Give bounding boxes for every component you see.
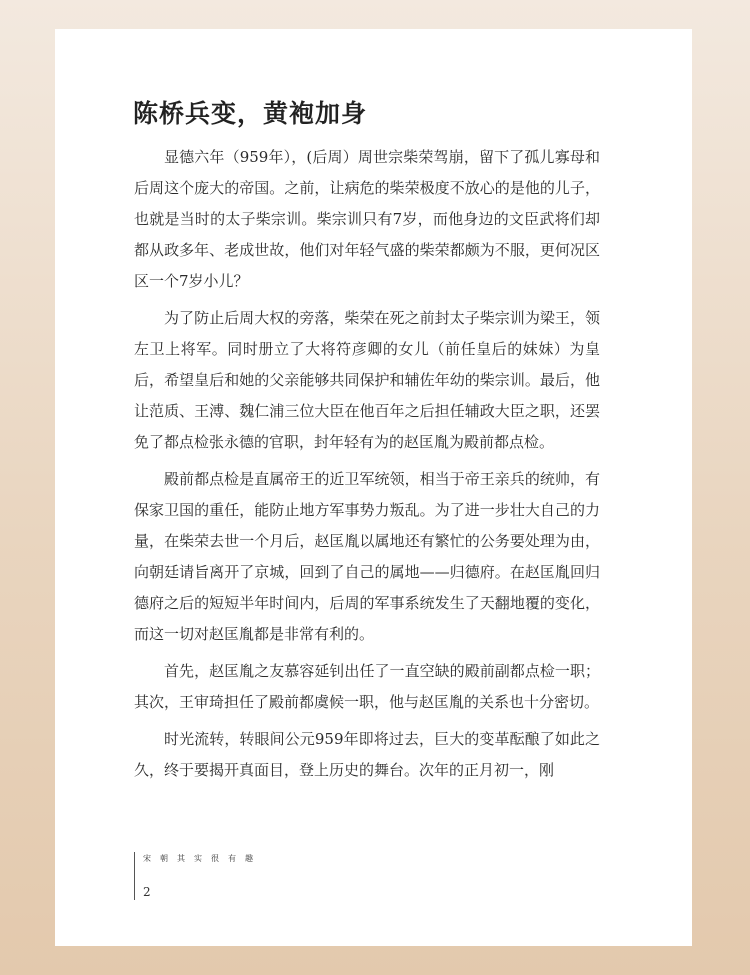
running-book-title: 宋朝其实很有趣: [143, 854, 262, 863]
paragraph-3: 殿前都点检是直属帝王的近卫军统领，相当于帝王亲兵的统帅，有保家卫国的重任，能防止地方军事势力叛乱。为了进一步壮大自己的力量，在柴荣去世一个月后，赵匡胤以属地还有繁忙的公务要处理为由，向朝廷请旨离开了京城，回到了自己的属地——归德府。在赵匡胤回归德府之后的短短半年时间内，后周的军事系统发生了天翻地覆的变化，而这一切对赵匡胤都是非常有利的。: [134, 470, 600, 643]
page-number: 2: [143, 885, 151, 899]
footer-divider: [134, 852, 135, 900]
paragraph-5: 时光流转，转眼间公元959年即将过去，巨大的变革酝酿了如此之久，终于要揭开真面目，登上历史的舞台。次年的正月初一，刚: [134, 730, 600, 779]
body-text: [134, 142, 600, 792]
paragraph-1: 显德六年（959年），(后周）周世宗柴荣驾崩，留下了孤儿寡母和后周这个庞大的帝国。之前，让病危的柴荣极度不放心的是他的儿子，也就是当时的太子柴宗训。柴宗训只有7岁，而他身边的文臣武将们却都从政多年、老成世故，他们对年轻气盛的柴荣都颇为不服，更何况区区一个7岁小儿？: [134, 148, 600, 290]
chapter-title: 陈桥兵变，黄袍加身: [133, 99, 368, 128]
paragraph-4: 首先，赵匡胤之友慕容延钊出任了一直空缺的殿前副都点检一职；其次，王审琦担任了殿前都虞候一职，他与赵匡胤的关系也十分密切。: [134, 662, 600, 711]
book-page: [55, 29, 692, 946]
paragraph-2: 为了防止后周大权的旁落，柴荣在死之前封太子柴宗训为梁王，领左卫上将军。同时册立了大将符彦卿的女儿（前任皇后的妹妹）为皇后，希望皇后和她的父亲能够共同保护和辅佐年幼的柴宗训。最后，他让范质、王溥、魏仁浦三位大臣在他百年之后担任辅政大臣之职，还罢免了都点检张永德的官职，封年轻有为的赵匡胤为殿前都点检。: [134, 309, 600, 451]
